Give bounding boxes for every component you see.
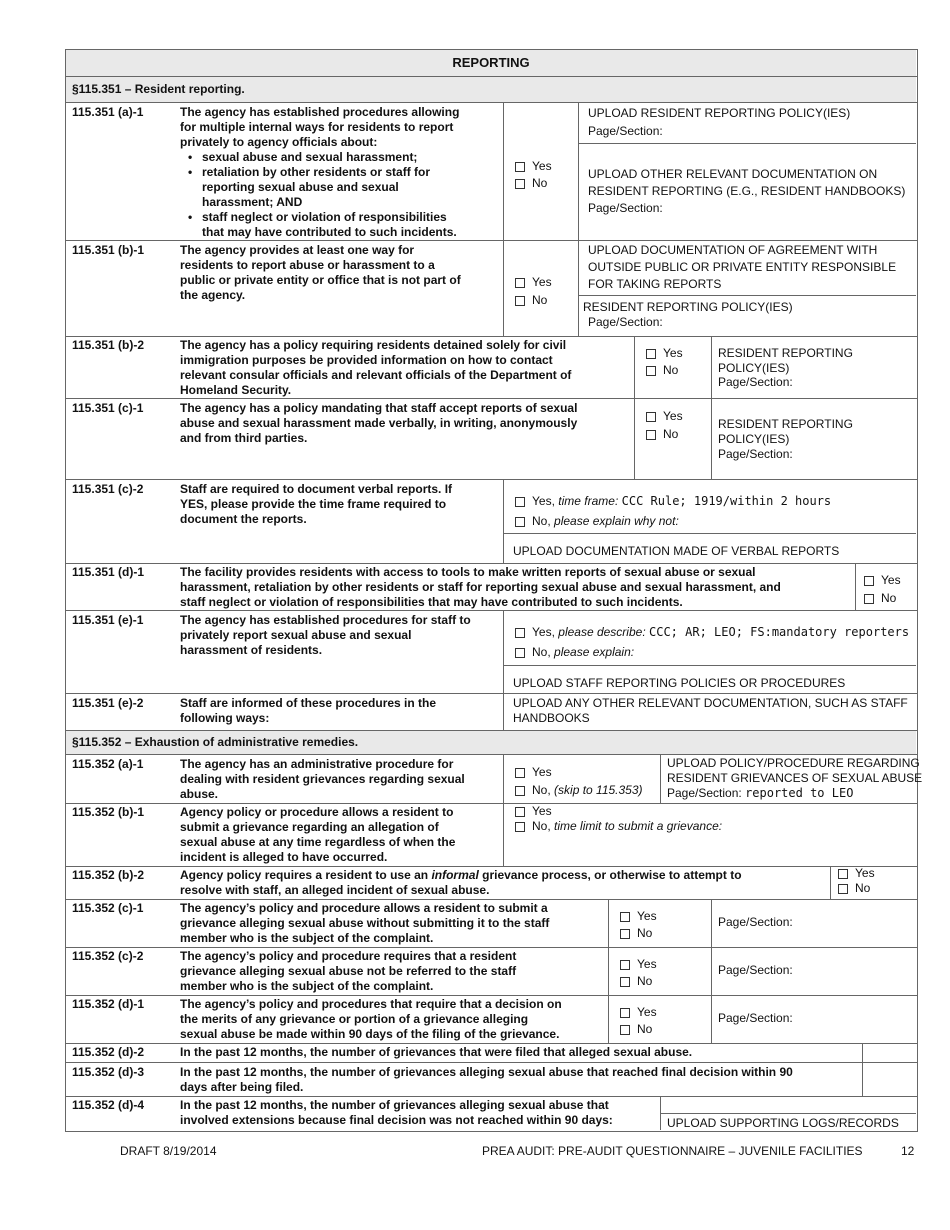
- yes-checkbox[interactable]: [838, 869, 848, 879]
- no-checkbox[interactable]: [515, 179, 525, 189]
- bullet-item: sexual abuse and sexual harassment;: [202, 150, 418, 164]
- question-line: privately report sexual abuse and sexual: [180, 628, 412, 642]
- no-checkbox[interactable]: [838, 884, 848, 894]
- no-checkbox[interactable]: [620, 929, 630, 939]
- question-line: resolve with staff, an alleged incident of sexual abuse.: [180, 883, 490, 897]
- question-line: YES, please provide the time frame required to: [180, 497, 447, 511]
- no-label: No: [637, 926, 653, 940]
- page-section-label: Page/Section:: [588, 124, 663, 138]
- question-line: Agency policy or procedure allows a resident to: [180, 805, 454, 819]
- upload-link[interactable]: RESIDENT GRIEVANCES OF SEXUAL ABUSE: [667, 771, 923, 785]
- question-line: privately to agency officials about:: [180, 135, 378, 149]
- no-prompt: time limit to submit a grievance:: [554, 819, 723, 833]
- question-line: The agency’s policy and procedure allows a resident to submit a: [180, 901, 548, 915]
- question-line: relevant consular officials and relevant officials of the Department of: [180, 368, 572, 382]
- upload-link[interactable]: UPLOAD SUPPORTING LOGS/RECORDS: [667, 1116, 899, 1130]
- yes-label: Yes: [532, 765, 552, 779]
- question-line: In the past 12 months, the number of grievances that were filed that alleged sexual abuse.: [180, 1045, 693, 1059]
- question-line: The agency has established procedures for staff to: [180, 613, 471, 627]
- yes-checkbox[interactable]: [646, 349, 656, 359]
- question-text: Agency policy requires a resident to use an: [180, 868, 429, 882]
- question-line: involved extensions because final decision was not reached within 90 days:: [180, 1113, 613, 1127]
- no-checkbox[interactable]: [620, 1025, 630, 1035]
- count-input[interactable]: [661, 1097, 915, 1112]
- question-line: staff neglect or violation of responsibilities that may have contributed to such incidents.: [180, 595, 683, 609]
- yes-label: Yes: [532, 159, 552, 173]
- question-line: The agency has established procedures allowing: [180, 105, 460, 119]
- yes-checkbox[interactable]: [646, 412, 656, 422]
- no-checkbox[interactable]: [515, 822, 525, 832]
- no-checkbox[interactable]: [620, 977, 630, 987]
- question-line: The agency’s policy and procedures that require that a decision on: [180, 997, 562, 1011]
- question-line: grievance alleging sexual abuse without submitting it to the staff: [180, 916, 550, 930]
- yes-prefix: Yes,: [532, 625, 555, 639]
- question-line: submit a grievance regarding an allegation of: [180, 820, 439, 834]
- count-input[interactable]: [863, 1044, 915, 1061]
- question-line: The agency has a policy requiring residents detained solely for civil: [180, 338, 567, 352]
- doc-label: POLICY(IES): [718, 361, 790, 375]
- page-section-label: Page/Section:: [718, 375, 793, 389]
- yes-option: [532, 625, 909, 640]
- question-line: sexual abuse be made within 90 days of the filing of the grievance.: [180, 1027, 560, 1041]
- question-line: the merits of any grievance or portion of a grievance alleging: [180, 1012, 529, 1026]
- yes-checkbox[interactable]: [620, 960, 630, 970]
- yes-checkbox[interactable]: [515, 497, 525, 507]
- question-line: Staff are informed of these procedures in the: [180, 696, 437, 710]
- question-line: The agency has an administrative procedure for: [180, 757, 454, 771]
- no-prompt: (skip to 115.353): [554, 783, 643, 797]
- row-code: 115.352 (d)-1: [72, 997, 145, 1011]
- question-line: harassment, retaliation by other residents or staff for reporting sexual abuse and sexual harassment, and: [180, 580, 781, 594]
- question-text: grievance process, or otherwise to attempt to: [482, 868, 742, 882]
- question-line: and from third parties.: [180, 431, 308, 445]
- no-option: [532, 514, 679, 529]
- bullet-icon: •: [188, 210, 193, 224]
- bullet-icon: •: [188, 165, 193, 179]
- page-section-label: Page/Section:: [588, 201, 663, 215]
- question-line: for multiple internal ways for residents to report: [180, 120, 454, 134]
- upload-link[interactable]: UPLOAD ANY OTHER RELEVANT DOCUMENTATION, SUCH AS STAFF: [513, 696, 908, 710]
- yes-label: Yes: [532, 804, 552, 818]
- question-line: incident is alleged to have occurred.: [180, 850, 388, 864]
- no-label: No: [663, 363, 679, 377]
- footer-document: PREA AUDIT: PRE-AUDIT QUESTIONNAIRE – JUVENILE FACILITIES: [482, 1144, 863, 1158]
- yes-checkbox[interactable]: [515, 628, 525, 638]
- question-line: the agency.: [180, 288, 246, 302]
- upload-link[interactable]: OUTSIDE PUBLIC OR PRIVATE ENTITY RESPONSIBLE: [588, 260, 897, 274]
- page-section-answer[interactable]: reported to LEO: [745, 786, 854, 800]
- no-checkbox[interactable]: [515, 648, 525, 658]
- question-line: dealing with resident grievances regarding sexual: [180, 772, 465, 786]
- no-label: No: [881, 591, 897, 605]
- question-line: In the past 12 months, the number of grievances alleging sexual abuse that: [180, 1098, 609, 1112]
- yes-label: Yes: [532, 275, 552, 289]
- row-code: 115.351 (c)-1: [72, 401, 144, 415]
- bullet-item: harassment; AND: [202, 195, 303, 209]
- bullet-item: staff neglect or violation of responsibilities: [202, 210, 447, 224]
- no-option: [532, 645, 634, 660]
- footer-draft: DRAFT 8/19/2014: [120, 1144, 217, 1158]
- row-code: 115.352 (d)-4: [72, 1098, 145, 1112]
- no-prefix: No,: [532, 514, 551, 528]
- upload-link[interactable]: RESIDENT REPORTING (E.G., RESIDENT HANDBOOKS): [588, 184, 906, 198]
- doc-label: RESIDENT REPORTING: [718, 346, 853, 360]
- page-title: REPORTING: [452, 55, 530, 70]
- no-checkbox[interactable]: [515, 296, 525, 306]
- row-code: 115.351 (a)-1: [72, 105, 144, 119]
- upload-link[interactable]: UPLOAD STAFF REPORTING POLICIES OR PROCEDURES: [513, 676, 846, 690]
- section-heading-351: §115.351 – Resident reporting.: [72, 82, 245, 96]
- question-line: Homeland Security.: [180, 383, 292, 397]
- upload-link[interactable]: FOR TAKING REPORTS: [588, 277, 722, 291]
- yes-label: Yes: [881, 573, 901, 587]
- row-code: 115.351 (d)-1: [72, 565, 145, 579]
- no-label: No: [637, 1022, 653, 1036]
- row-code: 115.351 (c)-2: [72, 482, 144, 496]
- yes-checkbox[interactable]: [515, 768, 525, 778]
- row-code: 115.351 (b)-2: [72, 338, 145, 352]
- no-option: [532, 819, 722, 834]
- upload-link[interactable]: HANDBOOKS: [513, 711, 590, 725]
- no-label: No: [663, 427, 679, 441]
- question-line: sexual abuse at any time regardless of when the: [180, 835, 456, 849]
- yes-label: Yes: [637, 909, 657, 923]
- page-section-label: Page/Section:: [718, 915, 793, 929]
- no-checkbox[interactable]: [646, 430, 656, 440]
- row-code: 115.352 (b)-2: [72, 868, 145, 882]
- row-code: 115.352 (c)-1: [72, 901, 144, 915]
- yes-checkbox[interactable]: [515, 807, 525, 817]
- question-line: abuse and sexual harassment made verbally, in writing, anonymously: [180, 416, 578, 430]
- yes-label: Yes: [637, 957, 657, 971]
- row-code: 115.352 (b)-1: [72, 805, 145, 819]
- upload-link[interactable]: UPLOAD POLICY/PROCEDURE REGARDING: [667, 756, 920, 770]
- yes-checkbox[interactable]: [515, 278, 525, 288]
- no-label: No: [532, 293, 548, 307]
- no-label: No: [532, 176, 548, 190]
- no-prefix: No,: [532, 819, 551, 833]
- question-line: harassment of residents.: [180, 643, 323, 657]
- question-line: public or private entity or office that is not part of: [180, 273, 461, 287]
- yes-checkbox[interactable]: [620, 1008, 630, 1018]
- describe-answer[interactable]: CCC; AR; LEO; FS:mandatory reporters: [649, 625, 910, 639]
- time-frame-answer[interactable]: CCC Rule; 1919/within 2 hours: [621, 494, 832, 508]
- question-line: days after being filed.: [180, 1080, 304, 1094]
- page-section-label: Page/Section:: [588, 315, 663, 329]
- question-line: abuse.: [180, 787, 219, 801]
- question-line: [180, 868, 742, 883]
- row-code: 115.352 (d)-3: [72, 1065, 145, 1079]
- yes-prompt: time frame:: [558, 494, 619, 508]
- doc-label: POLICY(IES): [718, 432, 790, 446]
- question-line: following ways:: [180, 711, 270, 725]
- upload-link[interactable]: UPLOAD DOCUMENTATION MADE OF VERBAL REPORTS: [513, 544, 840, 558]
- bullet-item: reporting sexual abuse and sexual: [202, 180, 399, 194]
- question-line: residents to report abuse or harassment to a: [180, 258, 435, 272]
- no-prompt: please explain:: [554, 645, 635, 659]
- yes-option: [532, 494, 831, 509]
- yes-checkbox[interactable]: [620, 912, 630, 922]
- yes-label: Yes: [663, 409, 683, 423]
- question-line: The agency provides at least one way for: [180, 243, 415, 257]
- bullet-item: retaliation by other residents or staff for: [202, 165, 431, 179]
- no-prefix: No,: [532, 783, 551, 797]
- question-line: Staff are required to document verbal reports. If: [180, 482, 453, 496]
- yes-checkbox[interactable]: [864, 576, 874, 586]
- row-code: 115.352 (d)-2: [72, 1045, 145, 1059]
- yes-checkbox[interactable]: [515, 162, 525, 172]
- yes-prefix: Yes,: [532, 494, 555, 508]
- no-prompt: please explain why not:: [554, 514, 679, 528]
- page-section-label: Page/Section:: [718, 963, 793, 977]
- yes-prompt: please describe:: [558, 625, 646, 639]
- page-section-label: Page/Section:: [718, 447, 793, 461]
- upload-link[interactable]: UPLOAD OTHER RELEVANT DOCUMENTATION ON: [588, 167, 878, 181]
- footer-page-number: 12: [901, 1144, 915, 1158]
- bullet-icon: •: [188, 150, 193, 164]
- upload-link[interactable]: UPLOAD RESIDENT REPORTING POLICY(IES): [588, 106, 851, 120]
- doc-label: RESIDENT REPORTING POLICY(IES): [583, 300, 793, 314]
- yes-label: Yes: [663, 346, 683, 360]
- question-line: The facility provides residents with access to tools to make written reports of sexual abuse or sexual: [180, 565, 756, 579]
- question-line: immigration purposes be provided information on how to contact: [180, 353, 553, 367]
- no-checkbox[interactable]: [646, 366, 656, 376]
- no-checkbox[interactable]: [864, 594, 874, 604]
- row-code: 115.352 (a)-1: [72, 757, 144, 771]
- yes-label: Yes: [637, 1005, 657, 1019]
- question-line: The agency has a policy mandating that staff accept reports of sexual: [180, 401, 578, 415]
- no-option: [532, 783, 643, 798]
- upload-link[interactable]: UPLOAD DOCUMENTATION OF AGREEMENT WITH: [588, 243, 878, 257]
- question-line: grievance alleging sexual abuse not be referred to the staff: [180, 964, 517, 978]
- row-code: 115.351 (e)-1: [72, 613, 144, 627]
- bullet-item: that may have contributed to such incidents.: [202, 225, 457, 239]
- no-checkbox[interactable]: [515, 517, 525, 527]
- no-prefix: No,: [532, 645, 551, 659]
- no-label: No: [637, 974, 653, 988]
- question-line: member who is the subject of the complaint.: [180, 979, 434, 993]
- question-line: In the past 12 months, the number of grievances alleging sexual abuse that reached final decision within 90: [180, 1065, 793, 1079]
- count-input[interactable]: [863, 1063, 915, 1095]
- question-emphasis: informal: [431, 868, 479, 882]
- doc-label: RESIDENT REPORTING: [718, 417, 853, 431]
- yes-label: Yes: [855, 866, 875, 880]
- row-code: 115.352 (c)-2: [72, 949, 144, 963]
- question-line: The agency’s policy and procedure requires that a resident: [180, 949, 517, 963]
- question-line: document the reports.: [180, 512, 307, 526]
- no-label: No: [855, 881, 871, 895]
- no-checkbox[interactable]: [515, 786, 525, 796]
- page-section-entry: [667, 786, 853, 801]
- row-code: 115.351 (e)-2: [72, 696, 144, 710]
- page-section-label: Page/Section:: [718, 1011, 793, 1025]
- page-section-label: Page/Section:: [667, 786, 742, 800]
- row-code: 115.351 (b)-1: [72, 243, 145, 257]
- question-line: member who is the subject of the complaint.: [180, 931, 434, 945]
- section-heading-352: §115.352 – Exhaustion of administrative remedies.: [72, 735, 359, 749]
